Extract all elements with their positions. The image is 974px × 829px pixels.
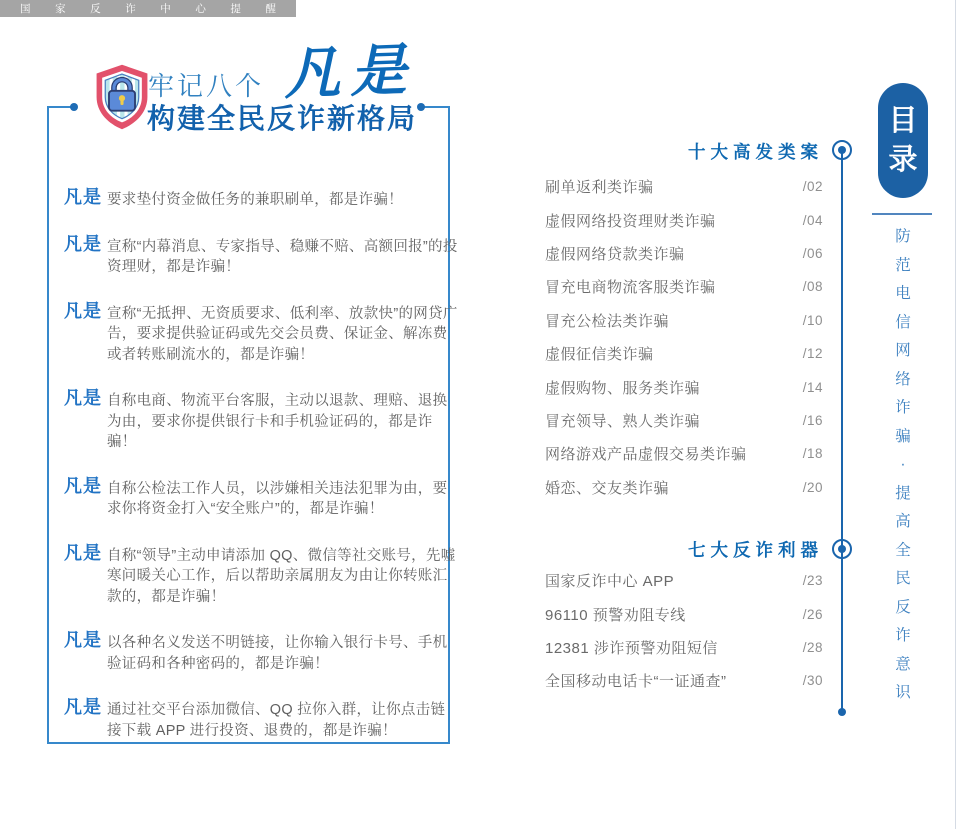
toc-entry-page: /28 bbox=[802, 639, 823, 655]
toc-entry-label: 96110 预警劝阻专线 bbox=[545, 606, 686, 624]
sidebar-vertical-text: 防 范 电 信 网 络 诈 骗 · 提 高 全 民 反 诈 意 识 bbox=[895, 228, 911, 701]
fanshi-text: 自称电商、物流平台客服，主动以退款、理赔、退换为由，要求你提供银行卡和手机验证码的，都是诈骗！ bbox=[107, 393, 448, 450]
toc-vertical-line bbox=[841, 150, 843, 712]
page-title: 构建全民反诈新格局 bbox=[147, 103, 418, 134]
toc-entry-page: /18 bbox=[802, 446, 823, 462]
toc-row bbox=[545, 203, 823, 236]
fanshi-text: 宣称“内幕消息、专家指导、稳赚不赔、高额回报”的投资理财，都是诈骗！ bbox=[107, 238, 458, 275]
toc-row bbox=[545, 304, 823, 337]
fanshi-text: 要求垫付资金做任务的兼职刷单，都是诈骗！ bbox=[107, 192, 403, 208]
fanshi-label: 凡是 bbox=[64, 475, 102, 496]
fanshi-item bbox=[64, 233, 458, 278]
toc-entry-page: /14 bbox=[802, 379, 823, 395]
fanshi-list bbox=[64, 187, 458, 767]
toc-entry-label: 冒充领导、熟人类诈骗 bbox=[545, 412, 701, 430]
toc-list-2 bbox=[545, 564, 823, 698]
fanshi-label: 凡是 bbox=[64, 187, 102, 207]
fanshi-item bbox=[64, 542, 458, 608]
toc-row bbox=[545, 664, 823, 697]
toc-section-title-2: 七大反诈利器 bbox=[688, 540, 823, 560]
toc-entry-page: /30 bbox=[802, 673, 823, 689]
slogan-prefix: 牢记八个 bbox=[148, 71, 265, 101]
toc-entry-label: 网络游戏产品虚假交易类诈骗 bbox=[545, 446, 747, 464]
toc-row bbox=[545, 437, 823, 470]
toc-row bbox=[545, 564, 823, 597]
toc-badge: 目 录 bbox=[878, 83, 928, 198]
fanshi-label: 凡是 bbox=[64, 388, 102, 408]
toc-entry-label: 冒充公检法类诈骗 bbox=[545, 312, 670, 330]
toc-entry-label: 冒充电商物流客服类诈骗 bbox=[545, 279, 716, 297]
fanshi-item bbox=[64, 187, 458, 211]
frame-dot-right bbox=[417, 103, 425, 111]
toc-row bbox=[545, 337, 823, 370]
fanshi-text: 通过社交平台添加微信、QQ 拉你入群，让你点击链接下载 APP 进行投资、退费的，都是诈骗！ bbox=[107, 702, 446, 739]
slogan-highlight: 凡是 bbox=[283, 39, 418, 107]
toc-entry-label: 虚假购物、服务类诈骗 bbox=[545, 379, 701, 397]
toc-entry-label: 婚恋、交友类诈骗 bbox=[545, 479, 670, 497]
fanshi-text: 以各种名义发送不明链接，让你输入银行卡号、手机验证码和各种密码的，都是诈骗！ bbox=[107, 635, 448, 672]
toc-row bbox=[545, 597, 823, 630]
sidebar-separator bbox=[872, 213, 932, 215]
toc-row bbox=[545, 631, 823, 664]
toc-row bbox=[545, 270, 823, 303]
toc-entry-page: /04 bbox=[802, 212, 823, 228]
toc-entry-label: 12381 涉诈预警劝阻短信 bbox=[545, 639, 718, 657]
toc-entry-page: /20 bbox=[802, 479, 823, 495]
fanshi-label: 凡是 bbox=[64, 697, 102, 717]
toc-entry-label: 虚假网络投资理财类诈骗 bbox=[545, 212, 716, 230]
fanshi-item bbox=[64, 300, 458, 366]
toc-line-end-dot bbox=[838, 708, 846, 716]
fanshi-text: 自称“领导”主动申请添加 QQ、微信等社交账号，先嘘寒问暖关心工作，后以帮助亲属朋友为由让你转账汇款的，都是诈骗！ bbox=[107, 547, 456, 605]
fanshi-item bbox=[64, 388, 458, 453]
fanshi-item bbox=[64, 630, 458, 674]
toc-entry-label: 刷单返利类诈骗 bbox=[545, 179, 654, 197]
toc-entry-page: /06 bbox=[802, 245, 823, 261]
fanshi-label: 凡是 bbox=[64, 300, 102, 321]
toc-entry-page: /16 bbox=[802, 412, 823, 428]
fanshi-text: 自称公检法工作人员，以涉嫌相关违法犯罪为由，要求你将资金打入“安全账户”的，都是诈骗！ bbox=[107, 480, 448, 517]
fanshi-item bbox=[64, 475, 458, 520]
toc-entry-label: 虚假征信类诈骗 bbox=[545, 346, 654, 364]
toc-section-title-1: 十大高发类案 bbox=[688, 142, 823, 162]
toc-row bbox=[545, 237, 823, 270]
shield-lock-logo-icon bbox=[91, 62, 153, 132]
toc-entry-page: /10 bbox=[802, 312, 823, 328]
frame-left-line bbox=[47, 106, 49, 743]
frame-top-right-segment bbox=[424, 106, 450, 108]
toc-row bbox=[545, 170, 823, 203]
fanshi-item bbox=[64, 697, 458, 741]
toc-list-1 bbox=[545, 170, 823, 504]
toc-row bbox=[545, 404, 823, 437]
ribbon-banner: 国 家 反 诈 中 心 提 醒 bbox=[0, 0, 296, 17]
fanshi-label: 凡是 bbox=[64, 233, 102, 254]
toc-row bbox=[545, 370, 823, 403]
toc-entry-page: /08 bbox=[802, 279, 823, 295]
toc-entry-label: 全国移动电话卡“一证通查” bbox=[545, 673, 727, 691]
toc-entry-label: 国家反诈中心 APP bbox=[545, 573, 675, 591]
fanshi-text: 宣称“无抵押、无资质要求、低利率、放款快”的网贷广告，要求提供验证码或先交会员费、保证金、解冻费或者转账刷流水的，都是诈骗！ bbox=[107, 305, 458, 363]
fanshi-label: 凡是 bbox=[64, 542, 102, 563]
toc-row bbox=[545, 471, 823, 504]
toc-entry-label: 虚假网络贷款类诈骗 bbox=[545, 245, 685, 263]
toc-entry-page: /26 bbox=[802, 606, 823, 622]
fanshi-label: 凡是 bbox=[64, 630, 102, 650]
toc-entry-page: /23 bbox=[802, 573, 823, 589]
page-edge-line bbox=[955, 0, 956, 829]
toc-entry-page: /02 bbox=[802, 179, 823, 195]
frame-dot-left bbox=[70, 103, 78, 111]
toc-entry-page: /12 bbox=[802, 346, 823, 362]
